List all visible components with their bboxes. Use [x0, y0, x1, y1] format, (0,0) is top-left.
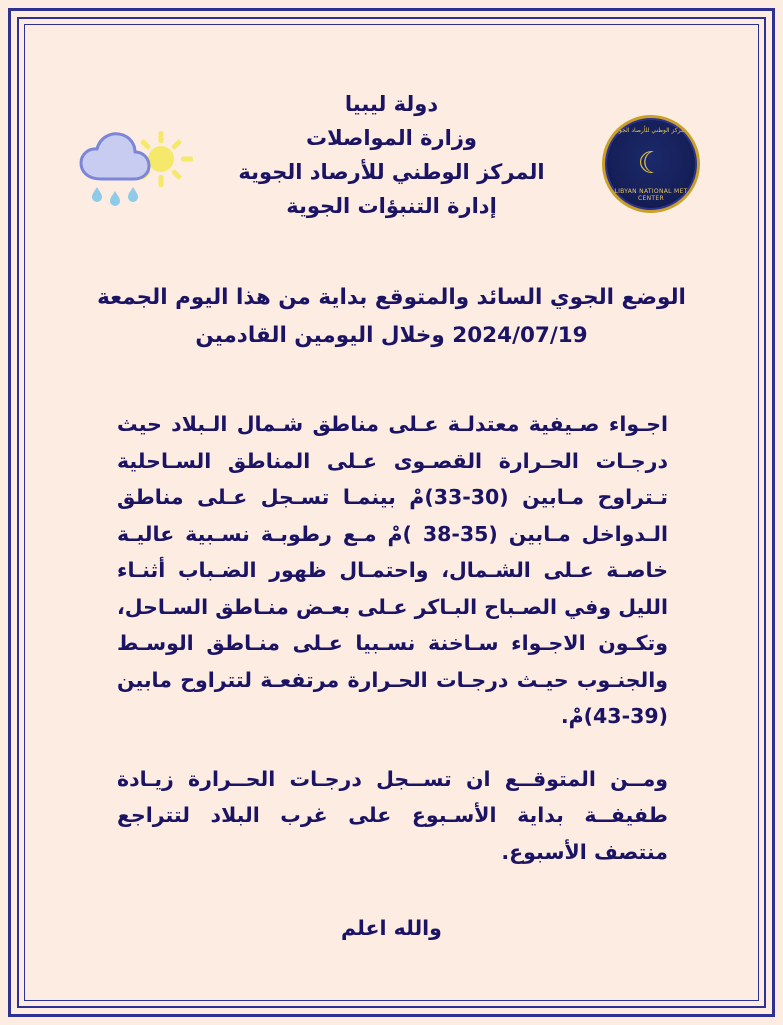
document-border-innermost	[24, 24, 759, 1001]
body-paragraph-2: ومــن المتوقــع ان تســجل درجـات الحــرارة زيـادة طفيفــة بداية الأسـبوع على غرب البلاد لتتراجع منتصف الأسبوع.	[117, 766, 668, 864]
document-closing: والله اعلم	[341, 916, 442, 941]
header-titles	[55, 87, 728, 223]
header-line-department: إدارة التنبؤات الجوية	[286, 194, 497, 219]
crescent-icon: ☾	[637, 146, 665, 181]
emblem-bottom-text: LIBYAN NATIONAL MET CENTER	[614, 188, 688, 202]
subject-line-2: 2024/07/19 وخلال اليومين القادمين	[195, 322, 588, 348]
emblem-top-text: المركز الوطني للأرصاد الجوية	[614, 127, 688, 134]
document-content	[55, 55, 728, 970]
document-border-frame	[8, 8, 775, 1017]
header-line-center: المركز الوطني للأرصاد الجوية	[238, 160, 545, 185]
document-border-inner	[17, 17, 766, 1008]
document-header	[55, 55, 728, 225]
header-line-ministry: وزارة المواصلات	[305, 126, 477, 151]
document-subject	[55, 279, 728, 354]
body-paragraph-1: اجـواء صـيفية معتدلـة عـلى مناطق شـمال الـبلاد حيث درجـات الحـرارة القصـوى عـلى المناطق السـاحلية تـتراوح مـابين (30-33)مْ بينمـا تسـجل عـلى مناطق الـدواخل مـابين (35-38 )مْ مـع رطوبـة نسـبية عاليـة خاصـة عـلى الشـمال، واحتمـال ظهور الضـباب أثنـاء الليل وفي الصـباح البـاكر عـلى بعـض منـاطق السـاحل، وتكـون الاجـواء سـاخنة نسـبيا عـلى منـاطق الوسـط والجنـوب حيـث درجـات الحـرارة مرتفعـة لتتراوح مابين (39-43)مْ.	[117, 412, 668, 729]
document-body	[55, 406, 728, 870]
header-line-country: دولة ليبيا	[344, 92, 439, 116]
subject-line-1: الوضع الجوي السائد والمتوقع بداية من هذا اليوم الجمعة	[97, 285, 686, 310]
